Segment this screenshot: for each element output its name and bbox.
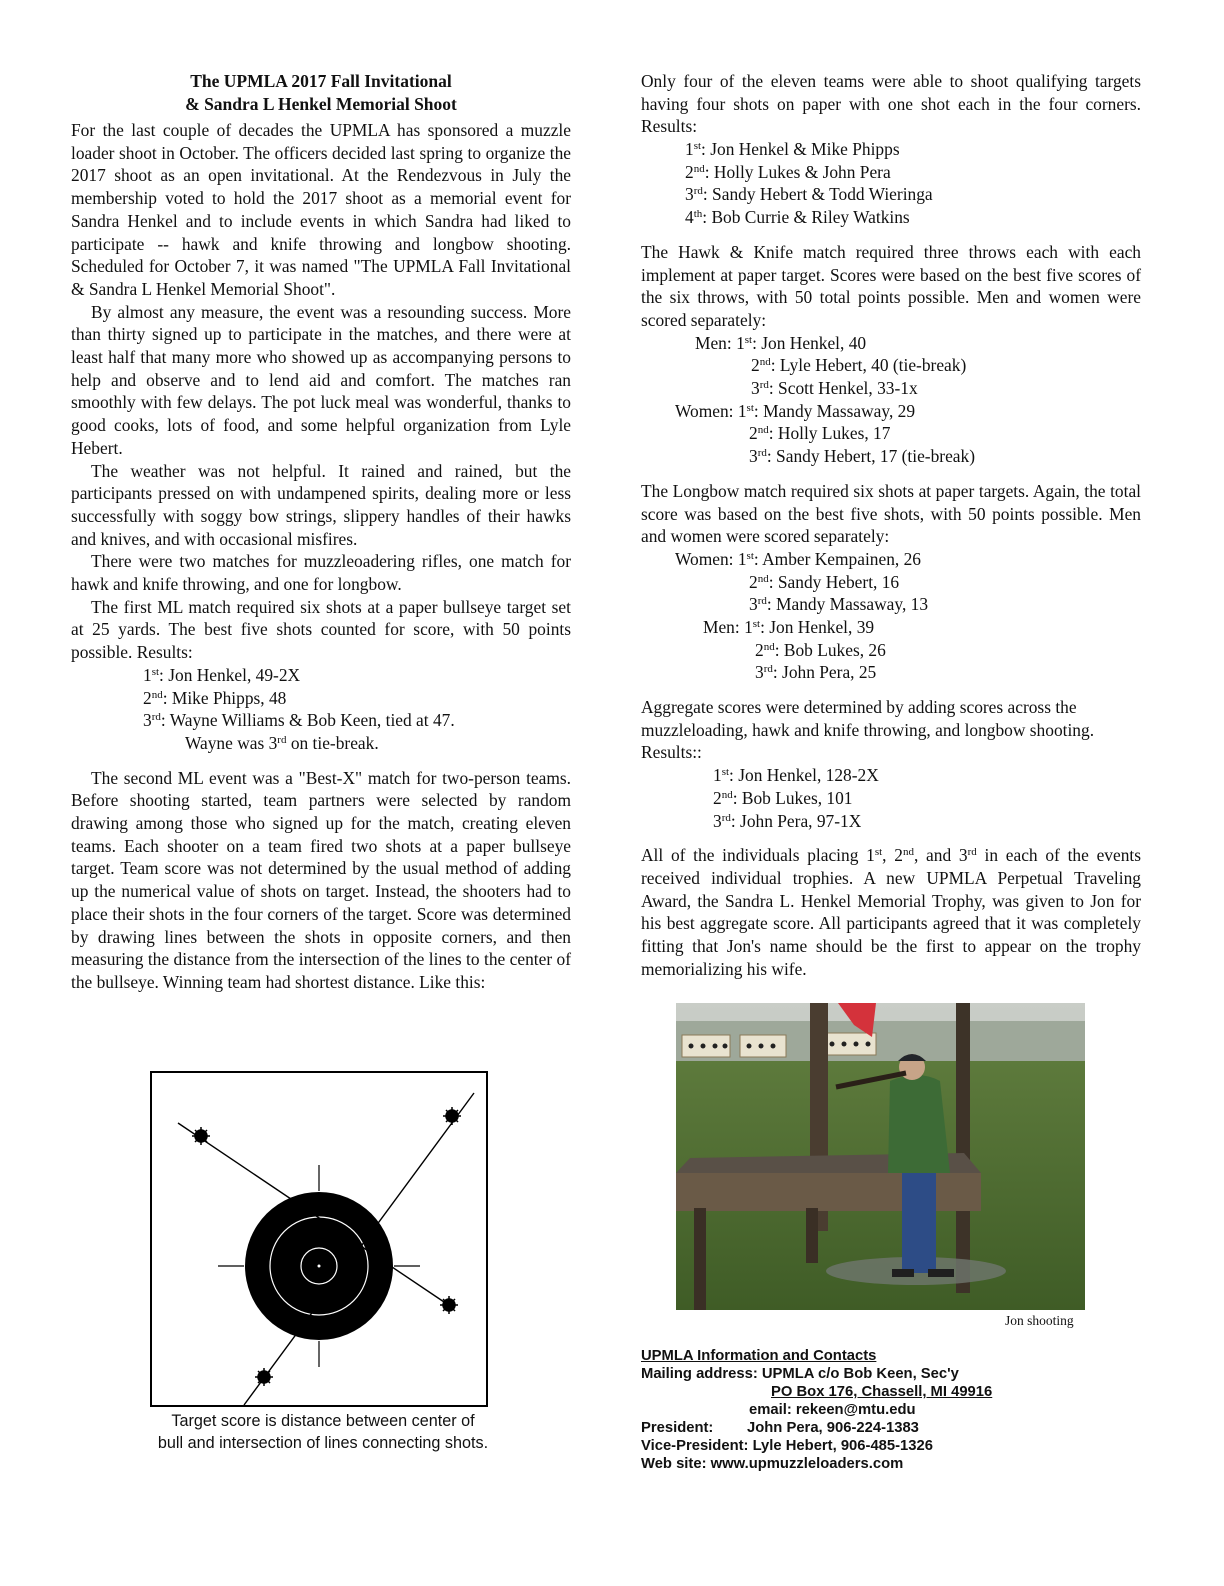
contacts-heading: UPMLA Information and Contacts xyxy=(641,1348,877,1364)
shot-hole xyxy=(440,1296,458,1314)
mailing-address-line2: PO Box 176, Chassell, MI 49916 xyxy=(771,1384,993,1400)
longbow-results xyxy=(641,548,1141,684)
aggregate-results xyxy=(641,764,1141,832)
list-item: 2nd: Lyle Hebert, 40 (tie-break) xyxy=(751,355,967,376)
target-illustration xyxy=(152,1073,486,1405)
paragraph: The first ML match required six shots at a paper bullseye target set at 25 yards. The best five shots counted for score, with 50 points possible. Results: xyxy=(71,596,571,663)
photo-illustration xyxy=(676,1003,1085,1310)
shot-hole xyxy=(443,1107,461,1125)
list-item: 2nd: Holly Lukes, 17 xyxy=(749,423,891,444)
hawk-knife-results xyxy=(641,332,1141,468)
list-item: Men: 1st: Jon Henkel, 39 xyxy=(703,616,875,637)
web-site: Web site: www.upmuzzleloaders.com xyxy=(641,1456,904,1472)
photo-caption: Jon shooting xyxy=(1005,1313,1074,1328)
list-item: Men: 1st: Jon Henkel, 40 xyxy=(695,332,867,353)
ml1-results xyxy=(71,664,571,755)
email: email: rekeen@mtu.edu xyxy=(749,1402,916,1418)
paragraph: The second ML event was a "Best-X" match for two-person teams. Before shooting started, team partners were selected by random drawing among those who signed up for the match, creating eleven teams. Each shooter on a team fired two shots at a paper bullseye target. Team score was not determined by the usual method of adding up the numerical value of shots on target. Instead, the shooters had to place their shots in the four corners of the target. Score was determined by drawing lines between the shots in opposite corners, and then measuring the distance from the intersection of the lines to the center of the bullseye. Winning team had shortest distance. Like this: xyxy=(71,767,571,992)
paragraph: All of the individuals placing 1st, 2nd, and 3rd in each of the events received individual trophies. A new UPMLA Perpetual Traveling Award, the Sandra L. Henkel Memorial Trophy, was given to Jon for his best aggregate score. All participants agreed that it was completely fitting that Jon's name should be the first to appear on the trophy memorializing his wife. xyxy=(641,845,1141,979)
list-item: 1st: Jon Henkel, 128-2X xyxy=(713,765,879,786)
left-column xyxy=(71,70,571,994)
list-item: 3rd: Sandy Hebert & Todd Wieringa xyxy=(685,184,933,205)
list-item: 3rd: Mandy Massaway, 13 xyxy=(749,594,929,615)
list-item: 4th: Bob Currie & Riley Watkins xyxy=(685,207,910,228)
list-item: 3rd: John Pera, 25 xyxy=(755,662,877,683)
list-item: 2nd: Bob Lukes, 101 xyxy=(713,787,853,808)
shot-hole xyxy=(255,1368,273,1386)
paragraph: There were two matches for muzzleoadering rifles, one match for hawk and knife throwing, and one for longbow. xyxy=(71,551,571,595)
target-caption: Target score is distance between center of bull and intersection of lines connecting shots. xyxy=(157,1412,489,1452)
vice-president: Vice-President: Lyle Hebert, 906-485-1326 xyxy=(641,1438,933,1454)
list-item: 3rd: Scott Henkel, 33-1x xyxy=(751,378,918,399)
list-item: 3rd: Wayne Williams & Bob Keen, tied at 47. xyxy=(143,710,455,731)
paragraph: For the last couple of decades the UPMLA has sponsored a muzzle loader shoot in October. The officers decided last spring to organize the 2017 shoot as an open invitational. At the Rendezvous in July the membership voted to hold the 2017 shoot as a memorial event for Sandra Henkel and to include events in which Sandra had liked to participate -- hawk and knife throwing and longbow shooting. Scheduled for October 7, it was named "The UPMLA Fall Invitational & Sandra L Henkel Memorial Shoot". xyxy=(71,120,571,299)
mailing-address: Mailing address: UPMLA c/o Bob Keen, Sec'y xyxy=(641,1366,959,1382)
paragraph: By almost any measure, the event was a resounding success. More than thirty signed up to participate in the matches, and there were at least half that many more who showed up as accompanying persons to help and observe and to lend aid and comfort. The matches ran smoothly with few delays. The pot luck meal was wonderful, thanks to good cooks, lots of food, and some helpful organization from Lyle Hebert. xyxy=(71,301,571,458)
paragraph: The Longbow match required six shots at paper targets. Again, the total score was based on the best five shots, with 50 points possible. Men and women were scored separately: xyxy=(641,480,1141,547)
bestx-results xyxy=(641,138,1141,229)
article-title: The UPMLA 2017 Fall Invitational & Sandra L Henkel Memorial Shoot xyxy=(185,71,457,114)
list-item: 1st: Jon Henkel & Mike Phipps xyxy=(685,139,900,160)
list-item: 3rd: Sandy Hebert, 17 (tie-break) xyxy=(749,446,976,467)
list-item: Women: 1st: Mandy Massaway, 29 xyxy=(675,400,916,421)
paragraph: Only four of the eleven teams were able to shoot qualifying targets having four shots on paper with one shot each in the four corners. Results: xyxy=(641,71,1141,137)
right-column xyxy=(641,70,1141,980)
list-item: 1st: Jon Henkel, 49-2X xyxy=(143,664,301,685)
shooting-photo xyxy=(676,1003,1085,1310)
paragraph: Aggregate scores were determined by adding scores across the muzzleloading, hawk and knife throwing, and longbow shooting. Results:: xyxy=(641,697,1095,763)
list-item: 2nd: Bob Lukes, 26 xyxy=(755,639,886,660)
list-item: 2nd: Sandy Hebert, 16 xyxy=(749,571,900,592)
tie-break-note: Wayne was 3rd on tie-break. xyxy=(185,732,379,753)
list-item: 2nd: Mike Phipps, 48 xyxy=(143,687,287,708)
paragraph: The weather was not helpful. It rained and rained, but the participants pressed on with undampened spirits, dealing more or less successfully with soggy bow strings, slippery handles of their hawks and knives, and with occasional misfires. xyxy=(71,460,571,549)
list-item: Women: 1st: Amber Kempainen, 26 xyxy=(675,548,921,569)
target-diagram xyxy=(150,1071,488,1407)
list-item: 3rd: John Pera, 97-1X xyxy=(713,810,862,831)
paragraph: The Hawk & Knife match required three throws each with each implement at paper target. Scores were based on the best five scores of the six throws, with 50 total points possible. Men and women were scored separately: xyxy=(641,241,1141,330)
list-item: 2nd: Holly Lukes & John Pera xyxy=(685,161,891,182)
contacts-block xyxy=(641,1347,992,1473)
president: President: John Pera, 906-224-1383 xyxy=(641,1420,919,1436)
bullseye-center xyxy=(318,1265,321,1268)
